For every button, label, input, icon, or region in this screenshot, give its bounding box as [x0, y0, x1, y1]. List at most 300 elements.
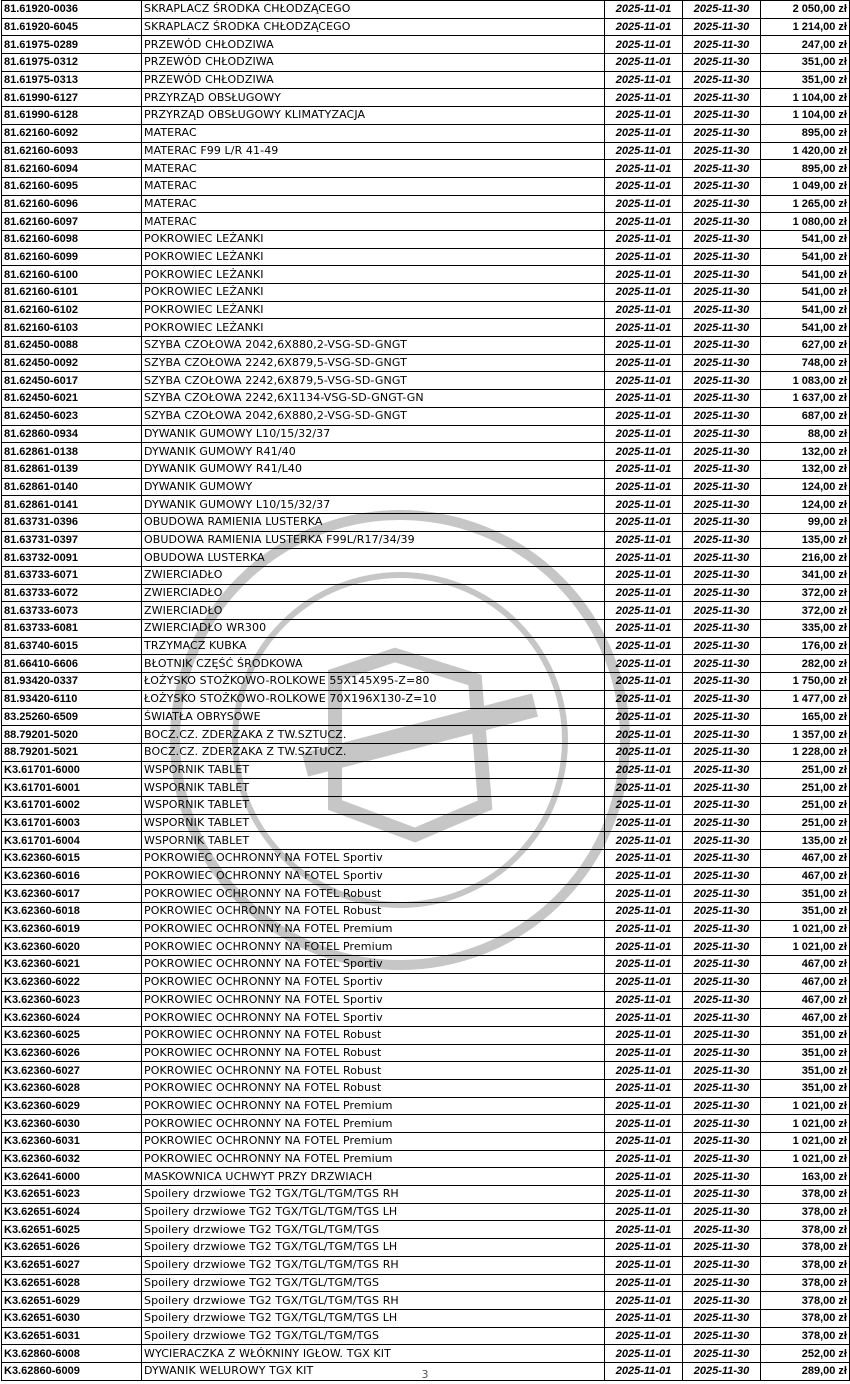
valid-to-cell: 2025-11-30 [683, 796, 761, 814]
price-cell: 687,00 zł [761, 407, 850, 425]
table-row [2, 690, 850, 708]
price-cell: 1 104,00 zł [761, 107, 850, 125]
part-name-cell: WSPORNIK TABLET [142, 832, 605, 850]
table-row [2, 567, 850, 585]
valid-from-cell: 2025-11-01 [605, 248, 683, 266]
part-number-cell: K3.62360-6028 [2, 1079, 142, 1097]
price-cell: 467,00 zł [761, 867, 850, 885]
price-cell: 132,00 zł [761, 460, 850, 478]
part-name-cell: PRZYRZĄD OBSŁUGOWY [142, 89, 605, 107]
price-cell: 251,00 zł [761, 796, 850, 814]
valid-to-cell: 2025-11-30 [683, 372, 761, 390]
part-name-cell: BOCZ.CZ. ZDERZAKA Z TW.SZTUCZ. [142, 743, 605, 761]
part-name-cell: ŁOŻYSKO STOŻKOWO-ROLKOWE 55X145X95-Z=80 [142, 673, 605, 691]
part-number-cell: 81.62450-0088 [2, 337, 142, 355]
part-number-cell: 81.61990-6127 [2, 89, 142, 107]
valid-to-cell: 2025-11-30 [683, 1221, 761, 1239]
part-name-cell: BOCZ.CZ. ZDERZAKA Z TW.SZTUCZ. [142, 726, 605, 744]
price-cell: 541,00 zł [761, 284, 850, 302]
valid-from-cell: 2025-11-01 [605, 337, 683, 355]
table-row [2, 920, 850, 938]
valid-to-cell: 2025-11-30 [683, 354, 761, 372]
part-number-cell: 81.62160-6100 [2, 266, 142, 284]
price-cell: 378,00 zł [761, 1239, 850, 1257]
part-name-cell: PRZEWÓD CHŁODZIWA [142, 54, 605, 72]
valid-to-cell: 2025-11-30 [683, 620, 761, 638]
part-number-cell: K3.61701-6001 [2, 779, 142, 797]
part-name-cell: WSPORNIK TABLET [142, 814, 605, 832]
price-cell: 1 049,00 zł [761, 177, 850, 195]
valid-from-cell: 2025-11-01 [605, 390, 683, 408]
part-number-cell: K3.62651-6025 [2, 1221, 142, 1239]
part-number-cell: K3.62651-6031 [2, 1327, 142, 1345]
part-name-cell: POKROWIEC LEŻANKI [142, 248, 605, 266]
valid-to-cell: 2025-11-30 [683, 230, 761, 248]
valid-to-cell: 2025-11-30 [683, 142, 761, 160]
part-number-cell: 81.63731-0397 [2, 531, 142, 549]
part-name-cell: SKRAPLACZ ŚRODKA CHŁODZĄCEGO [142, 18, 605, 36]
table-row [2, 973, 850, 991]
part-name-cell: POKROWIEC OCHRONNY NA FOTEL Robust [142, 1079, 605, 1097]
part-name-cell: POKROWIEC OCHRONNY NA FOTEL Robust [142, 885, 605, 903]
valid-from-cell: 2025-11-01 [605, 690, 683, 708]
part-name-cell: POKROWIEC LEŻANKI [142, 284, 605, 302]
valid-to-cell: 2025-11-30 [683, 1009, 761, 1027]
price-cell: 1 083,00 zł [761, 372, 850, 390]
price-cell: 351,00 zł [761, 1079, 850, 1097]
price-cell: 378,00 zł [761, 1292, 850, 1310]
part-name-cell: MATERAC [142, 160, 605, 178]
part-name-cell: SZYBA CZOŁOWA 2242,6X1134-VSG-SD-GNGT-GN [142, 390, 605, 408]
valid-to-cell: 2025-11-30 [683, 124, 761, 142]
price-cell: 1 080,00 zł [761, 213, 850, 231]
valid-to-cell: 2025-11-30 [683, 213, 761, 231]
valid-from-cell: 2025-11-01 [605, 513, 683, 531]
valid-to-cell: 2025-11-30 [683, 1097, 761, 1115]
table-row [2, 1150, 850, 1168]
valid-to-cell: 2025-11-30 [683, 107, 761, 125]
part-number-cell: K3.62360-6023 [2, 991, 142, 1009]
price-cell: 351,00 zł [761, 903, 850, 921]
part-name-cell: DYWANIK GUMOWY L10/15/32/37 [142, 425, 605, 443]
table-row [2, 1097, 850, 1115]
price-cell: 541,00 zł [761, 319, 850, 337]
price-cell: 1 214,00 zł [761, 18, 850, 36]
table-row [2, 213, 850, 231]
valid-to-cell: 2025-11-30 [683, 761, 761, 779]
table-row [2, 319, 850, 337]
valid-to-cell: 2025-11-30 [683, 743, 761, 761]
valid-from-cell: 2025-11-01 [605, 850, 683, 868]
part-name-cell: MATERAC [142, 124, 605, 142]
part-number-cell: 81.63740-6015 [2, 637, 142, 655]
table-row [2, 637, 850, 655]
part-name-cell: Spoilery drzwiowe TG2 TGX/TGL/TGM/TGS LH [142, 1309, 605, 1327]
valid-from-cell: 2025-11-01 [605, 354, 683, 372]
table-row [2, 1168, 850, 1186]
valid-to-cell: 2025-11-30 [683, 938, 761, 956]
part-number-cell: 81.93420-6110 [2, 690, 142, 708]
price-cell: 1 021,00 zł [761, 1097, 850, 1115]
part-number-cell: K3.61701-6002 [2, 796, 142, 814]
price-cell: 1 021,00 zł [761, 1150, 850, 1168]
valid-from-cell: 2025-11-01 [605, 1239, 683, 1257]
valid-to-cell: 2025-11-30 [683, 1203, 761, 1221]
valid-to-cell: 2025-11-30 [683, 1026, 761, 1044]
price-cell: 1 357,00 zł [761, 726, 850, 744]
valid-from-cell: 2025-11-01 [605, 885, 683, 903]
valid-from-cell: 2025-11-01 [605, 372, 683, 390]
valid-from-cell: 2025-11-01 [605, 673, 683, 691]
part-number-cell: 81.62160-6101 [2, 284, 142, 302]
part-name-cell: WSPORNIK TABLET [142, 761, 605, 779]
part-name-cell: POKROWIEC OCHRONNY NA FOTEL Robust [142, 1062, 605, 1080]
table-row [2, 761, 850, 779]
part-number-cell: K3.62360-6021 [2, 956, 142, 974]
valid-to-cell: 2025-11-30 [683, 726, 761, 744]
part-number-cell: K3.62360-6015 [2, 850, 142, 868]
valid-to-cell: 2025-11-30 [683, 1186, 761, 1204]
price-cell: 247,00 zł [761, 36, 850, 54]
part-number-cell: K3.62360-6016 [2, 867, 142, 885]
price-cell: 895,00 zł [761, 160, 850, 178]
valid-to-cell: 2025-11-30 [683, 460, 761, 478]
part-name-cell: POKROWIEC OCHRONNY NA FOTEL Sportiv [142, 867, 605, 885]
part-name-cell: POKROWIEC OCHRONNY NA FOTEL Sportiv [142, 850, 605, 868]
table-row [2, 107, 850, 125]
part-name-cell: PRZEWÓD CHŁODZIWA [142, 71, 605, 89]
price-cell: 541,00 zł [761, 230, 850, 248]
price-cell: 1 477,00 zł [761, 690, 850, 708]
table-row [2, 1, 850, 19]
valid-from-cell: 2025-11-01 [605, 195, 683, 213]
table-row [2, 160, 850, 178]
valid-from-cell: 2025-11-01 [605, 531, 683, 549]
valid-from-cell: 2025-11-01 [605, 107, 683, 125]
price-cell: 1 021,00 zł [761, 938, 850, 956]
valid-to-cell: 2025-11-30 [683, 1079, 761, 1097]
valid-to-cell: 2025-11-30 [683, 425, 761, 443]
valid-to-cell: 2025-11-30 [683, 513, 761, 531]
table-row [2, 531, 850, 549]
valid-to-cell: 2025-11-30 [683, 832, 761, 850]
valid-to-cell: 2025-11-30 [683, 36, 761, 54]
valid-from-cell: 2025-11-01 [605, 620, 683, 638]
price-cell: 351,00 zł [761, 71, 850, 89]
valid-from-cell: 2025-11-01 [605, 1186, 683, 1204]
price-cell: 1 104,00 zł [761, 89, 850, 107]
price-cell: 541,00 zł [761, 248, 850, 266]
part-name-cell: POKROWIEC OCHRONNY NA FOTEL Robust [142, 1044, 605, 1062]
part-name-cell: POKROWIEC OCHRONNY NA FOTEL Sportiv [142, 991, 605, 1009]
valid-to-cell: 2025-11-30 [683, 319, 761, 337]
valid-from-cell: 2025-11-01 [605, 213, 683, 231]
price-cell: 1 021,00 zł [761, 1133, 850, 1151]
valid-to-cell: 2025-11-30 [683, 1, 761, 19]
price-cell: 378,00 zł [761, 1256, 850, 1274]
valid-to-cell: 2025-11-30 [683, 690, 761, 708]
table-row [2, 513, 850, 531]
valid-from-cell: 2025-11-01 [605, 973, 683, 991]
part-number-cell: 81.62861-0139 [2, 460, 142, 478]
valid-to-cell: 2025-11-30 [683, 602, 761, 620]
table-row [2, 1009, 850, 1027]
table-row [2, 36, 850, 54]
price-cell: 372,00 zł [761, 602, 850, 620]
part-number-cell: 81.62160-6098 [2, 230, 142, 248]
valid-from-cell: 2025-11-01 [605, 1009, 683, 1027]
part-number-cell: K3.62360-6018 [2, 903, 142, 921]
price-cell: 163,00 zł [761, 1168, 850, 1186]
valid-from-cell: 2025-11-01 [605, 496, 683, 514]
valid-to-cell: 2025-11-30 [683, 956, 761, 974]
table-row [2, 726, 850, 744]
part-number-cell: K3.62360-6022 [2, 973, 142, 991]
price-cell: 252,00 zł [761, 1345, 850, 1363]
part-name-cell: POKROWIEC OCHRONNY NA FOTEL Premium [142, 938, 605, 956]
valid-from-cell: 2025-11-01 [605, 602, 683, 620]
table-row [2, 1186, 850, 1204]
table-row [2, 1239, 850, 1257]
part-name-cell: SKRAPLACZ ŚRODKA CHŁODZĄCEGO [142, 1, 605, 19]
price-cell: 216,00 zł [761, 549, 850, 567]
valid-from-cell: 2025-11-01 [605, 1362, 683, 1380]
price-table-body [2, 1, 850, 1381]
part-number-cell: 81.62160-6099 [2, 248, 142, 266]
price-cell: 1 021,00 zł [761, 920, 850, 938]
price-cell: 351,00 zł [761, 1044, 850, 1062]
valid-to-cell: 2025-11-30 [683, 266, 761, 284]
valid-from-cell: 2025-11-01 [605, 655, 683, 673]
table-row [2, 89, 850, 107]
table-row [2, 284, 850, 302]
price-cell: 627,00 zł [761, 337, 850, 355]
price-cell: 335,00 zł [761, 620, 850, 638]
part-name-cell: TRZYMACZ KUBKA [142, 637, 605, 655]
valid-from-cell: 2025-11-01 [605, 54, 683, 72]
price-cell: 467,00 zł [761, 1009, 850, 1027]
valid-to-cell: 2025-11-30 [683, 1168, 761, 1186]
table-row [2, 1309, 850, 1327]
table-row [2, 443, 850, 461]
table-row [2, 266, 850, 284]
table-row [2, 655, 850, 673]
part-number-cell: K3.62360-6026 [2, 1044, 142, 1062]
price-cell: 541,00 zł [761, 301, 850, 319]
part-name-cell: SZYBA CZOŁOWA 2042,6X880,2-VSG-SD-GNGT [142, 407, 605, 425]
valid-to-cell: 2025-11-30 [683, 903, 761, 921]
valid-from-cell: 2025-11-01 [605, 779, 683, 797]
price-cell: 124,00 zł [761, 478, 850, 496]
price-cell: 124,00 zł [761, 496, 850, 514]
part-number-cell: 81.62861-0141 [2, 496, 142, 514]
valid-to-cell: 2025-11-30 [683, 885, 761, 903]
table-row [2, 18, 850, 36]
valid-to-cell: 2025-11-30 [683, 673, 761, 691]
part-name-cell: MATERAC [142, 213, 605, 231]
valid-from-cell: 2025-11-01 [605, 920, 683, 938]
table-row [2, 1345, 850, 1363]
valid-to-cell: 2025-11-30 [683, 407, 761, 425]
price-cell: 135,00 zł [761, 832, 850, 850]
part-name-cell: MATERAC F99 L/R 41-49 [142, 142, 605, 160]
part-name-cell: POKROWIEC OCHRONNY NA FOTEL Robust [142, 1026, 605, 1044]
part-name-cell: ZWIERCIADŁO [142, 584, 605, 602]
part-number-cell: K3.62651-6030 [2, 1309, 142, 1327]
table-row [2, 938, 850, 956]
table-row [2, 478, 850, 496]
price-cell: 378,00 zł [761, 1327, 850, 1345]
valid-from-cell: 2025-11-01 [605, 1115, 683, 1133]
table-row [2, 460, 850, 478]
price-cell: 2 050,00 zł [761, 1, 850, 19]
valid-to-cell: 2025-11-30 [683, 991, 761, 1009]
part-name-cell: POKROWIEC LEŻANKI [142, 319, 605, 337]
table-row [2, 142, 850, 160]
valid-from-cell: 2025-11-01 [605, 867, 683, 885]
part-name-cell: WSPORNIK TABLET [142, 796, 605, 814]
part-name-cell: ŚWIATŁA OBRYSOWE [142, 708, 605, 726]
part-number-cell: 81.62160-6093 [2, 142, 142, 160]
valid-to-cell: 2025-11-30 [683, 390, 761, 408]
table-row [2, 71, 850, 89]
part-number-cell: 81.63733-6073 [2, 602, 142, 620]
part-name-cell: MATERAC [142, 195, 605, 213]
part-number-cell: 81.62450-0092 [2, 354, 142, 372]
table-row [2, 673, 850, 691]
table-row [2, 425, 850, 443]
part-number-cell: K3.62360-6030 [2, 1115, 142, 1133]
part-number-cell: 81.62160-6094 [2, 160, 142, 178]
table-row [2, 814, 850, 832]
valid-from-cell: 2025-11-01 [605, 1345, 683, 1363]
valid-from-cell: 2025-11-01 [605, 1, 683, 19]
table-row [2, 230, 850, 248]
price-cell: 467,00 zł [761, 973, 850, 991]
table-row [2, 354, 850, 372]
part-number-cell: 81.62450-6023 [2, 407, 142, 425]
part-number-cell: 81.63731-0396 [2, 513, 142, 531]
part-name-cell: POKROWIEC OCHRONNY NA FOTEL Premium [142, 1133, 605, 1151]
valid-from-cell: 2025-11-01 [605, 1292, 683, 1310]
valid-to-cell: 2025-11-30 [683, 160, 761, 178]
table-row [2, 1221, 850, 1239]
part-number-cell: K3.62360-6027 [2, 1062, 142, 1080]
part-number-cell: 81.62450-6021 [2, 390, 142, 408]
part-number-cell: K3.62651-6026 [2, 1239, 142, 1257]
price-cell: 378,00 zł [761, 1274, 850, 1292]
valid-from-cell: 2025-11-01 [605, 142, 683, 160]
valid-to-cell: 2025-11-30 [683, 1115, 761, 1133]
valid-to-cell: 2025-11-30 [683, 1309, 761, 1327]
table-row [2, 832, 850, 850]
part-name-cell: POKROWIEC OCHRONNY NA FOTEL Premium [142, 1115, 605, 1133]
part-name-cell: SZYBA CZOŁOWA 2042,6X880,2-VSG-SD-GNGT [142, 337, 605, 355]
part-name-cell: Spoilery drzwiowe TG2 TGX/TGL/TGM/TGS RH [142, 1186, 605, 1204]
part-number-cell: K3.62651-6028 [2, 1274, 142, 1292]
part-number-cell: K3.61701-6003 [2, 814, 142, 832]
price-cell: 282,00 zł [761, 655, 850, 673]
price-cell: 289,00 zł [761, 1362, 850, 1380]
part-name-cell: POKROWIEC OCHRONNY NA FOTEL Robust [142, 903, 605, 921]
part-number-cell: K3.62651-6027 [2, 1256, 142, 1274]
part-name-cell: SZYBA CZOŁOWA 2242,6X879,5-VSG-SD-GNGT [142, 354, 605, 372]
valid-to-cell: 2025-11-30 [683, 71, 761, 89]
table-row [2, 54, 850, 72]
valid-to-cell: 2025-11-30 [683, 89, 761, 107]
table-row [2, 177, 850, 195]
valid-from-cell: 2025-11-01 [605, 266, 683, 284]
valid-from-cell: 2025-11-01 [605, 1044, 683, 1062]
part-number-cell: K3.62360-6031 [2, 1133, 142, 1151]
part-number-cell: 81.62160-6096 [2, 195, 142, 213]
valid-to-cell: 2025-11-30 [683, 708, 761, 726]
valid-from-cell: 2025-11-01 [605, 89, 683, 107]
valid-to-cell: 2025-11-30 [683, 478, 761, 496]
valid-to-cell: 2025-11-30 [683, 814, 761, 832]
part-name-cell: OBUDOWA RAMIENIA LUSTERKA F99L/R17/34/39 [142, 531, 605, 549]
valid-from-cell: 2025-11-01 [605, 743, 683, 761]
part-name-cell: POKROWIEC LEŻANKI [142, 230, 605, 248]
table-row [2, 1115, 850, 1133]
page-number: 3 [421, 1368, 429, 1381]
valid-to-cell: 2025-11-30 [683, 284, 761, 302]
table-row [2, 779, 850, 797]
part-name-cell: POKROWIEC LEŻANKI [142, 301, 605, 319]
part-name-cell: ŁOŻYSKO STOŻKOWO-ROLKOWE 70X196X130-Z=10 [142, 690, 605, 708]
table-row [2, 1203, 850, 1221]
table-row [2, 372, 850, 390]
price-cell: 251,00 zł [761, 761, 850, 779]
table-row [2, 602, 850, 620]
price-cell: 251,00 zł [761, 814, 850, 832]
price-cell: 251,00 zł [761, 779, 850, 797]
valid-to-cell: 2025-11-30 [683, 443, 761, 461]
price-cell: 378,00 zł [761, 1186, 850, 1204]
part-number-cell: 81.66410-6606 [2, 655, 142, 673]
valid-from-cell: 2025-11-01 [605, 1062, 683, 1080]
part-number-cell: 81.93420-0337 [2, 673, 142, 691]
table-row [2, 496, 850, 514]
part-name-cell: WYCIERACZKA Z WŁÓKNINY IGŁOW. TGX KIT [142, 1345, 605, 1363]
table-row [2, 991, 850, 1009]
part-name-cell: MASKOWNICA UCHWYT PRZY DRZWIACH [142, 1168, 605, 1186]
valid-from-cell: 2025-11-01 [605, 1309, 683, 1327]
table-row [2, 1292, 850, 1310]
price-cell: 132,00 zł [761, 443, 850, 461]
part-number-cell: 81.62160-6092 [2, 124, 142, 142]
valid-to-cell: 2025-11-30 [683, 850, 761, 868]
table-row [2, 1133, 850, 1151]
table-row [2, 1044, 850, 1062]
price-cell: 351,00 zł [761, 1062, 850, 1080]
valid-from-cell: 2025-11-01 [605, 726, 683, 744]
valid-from-cell: 2025-11-01 [605, 1133, 683, 1151]
valid-from-cell: 2025-11-01 [605, 991, 683, 1009]
part-number-cell: 81.63733-6072 [2, 584, 142, 602]
table-row [2, 850, 850, 868]
table-row [2, 1026, 850, 1044]
valid-to-cell: 2025-11-30 [683, 1345, 761, 1363]
valid-from-cell: 2025-11-01 [605, 1274, 683, 1292]
price-cell: 88,00 zł [761, 425, 850, 443]
part-number-cell: K3.62360-6025 [2, 1026, 142, 1044]
table-row [2, 584, 850, 602]
part-name-cell: POKROWIEC OCHRONNY NA FOTEL Sportiv [142, 1009, 605, 1027]
table-row [2, 1079, 850, 1097]
part-number-cell: 81.62160-6097 [2, 213, 142, 231]
valid-to-cell: 2025-11-30 [683, 549, 761, 567]
